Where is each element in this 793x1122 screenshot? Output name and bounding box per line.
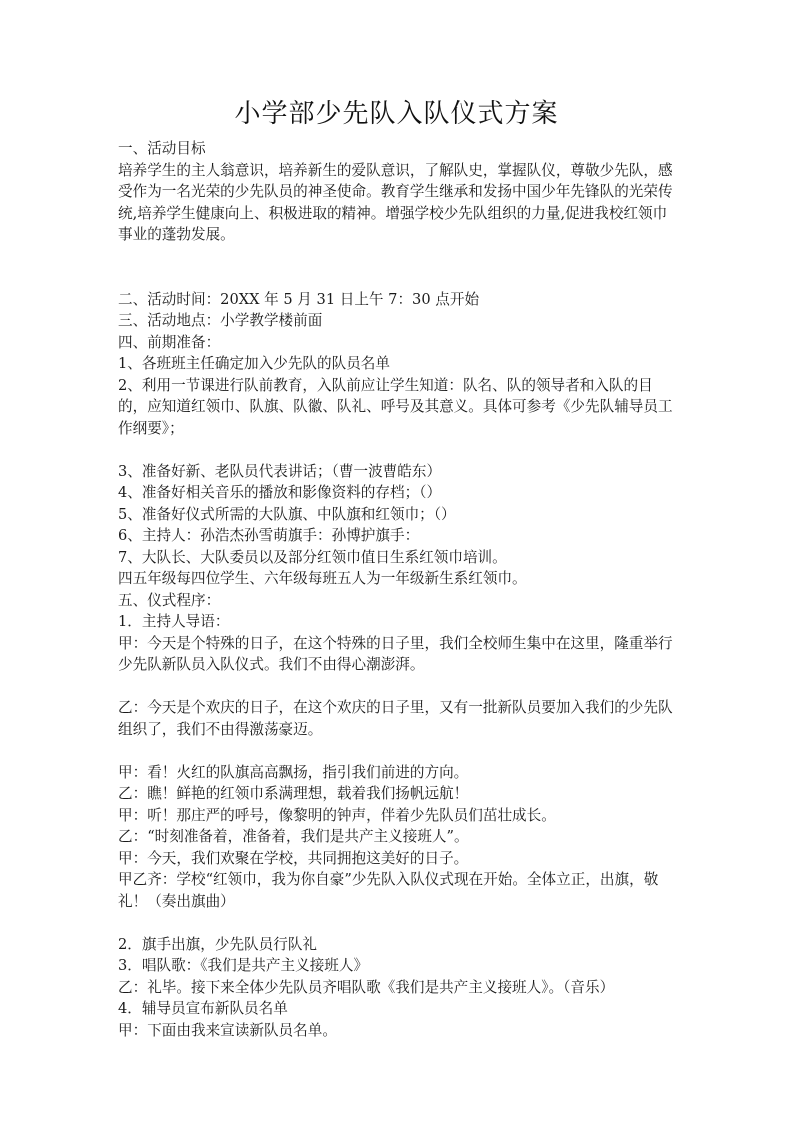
procedure-step-3: 3．唱队歌：《我们是共产主义接班人》 — [118, 957, 369, 974]
blank-gap — [118, 740, 680, 762]
blank-gap — [118, 676, 680, 698]
dialogue-line: 甲乙齐：学校“红领巾，我为你自豪”少先队入队仪式现在开始。全体立正，出旗，敬礼！（奏出旗曲） — [118, 871, 659, 910]
section-heading-goal: 一、活动目标 — [118, 140, 206, 157]
prep-item-2: 2、利用一节课进行队前教育，入队前应让学生知道：队名、队的领导者和入队的目的，应知道红领巾、队旗、队徽、队礼、呼号及其意义。具体可参考《少先队辅导员工作纲要》； — [118, 376, 673, 437]
blank-gap — [118, 912, 680, 934]
goal-paragraph: 培养学生的主人翁意识，培养新生的爱队意识，了解队史，掌握队仪，尊敬少先队，感受作为一名光荣的少先队员的神圣使命。教育学生继承和发扬中国少年先锋队的光荣传统,培养学生健康向上、积极进取的精神。增强学校少先队组织的力量,促进我校红领巾事业的蓬勃发展。 — [118, 161, 673, 243]
prep-note: 四五年级每四位学生、六年级每班五人为一年级新生系红领巾。 — [118, 570, 527, 587]
dialogue-line: 甲：下面由我来宣读新队员名单。 — [118, 1021, 337, 1039]
dialogue-line: 甲：今天是个特殊的日子，在这个特殊的日子里，我们全校师生集中在这里，隆重举行少先队新队员入队仪式。我们不由得心潮澎湃。 — [118, 634, 673, 673]
prep-item-3: 3、准备好新、老队员代表讲话；（曹一波曹皓东） — [118, 462, 442, 480]
dialogue-line: 乙：今天是个欢庆的日子，在这个欢庆的日子里，又有一批新队员要加入我们的少先队组织了，我们不由得激荡豪迈。 — [118, 699, 673, 738]
prep-item-6: 6、主持人：孙浩杰孙雪萌旗手：孙博护旗手： — [118, 527, 420, 544]
dialogue-line: 乙：礼毕。接下来全体少先队员齐唱队歌《我们是共产主义接班人》。（音乐） — [118, 978, 615, 996]
procedure-step-1: 1．主持人导语： — [118, 613, 230, 630]
prep-item-1: 1、各班班主任确定加入少先队的队员名单 — [118, 355, 390, 372]
procedure-step-2: 2．旗手出旗，少先队员行队礼 — [118, 935, 318, 953]
dialogue-line: 甲：看！火红的队旗高高飘扬，指引我们前进的方向。 — [118, 763, 469, 781]
prep-item-5: 5、准备好仪式所需的大队旗、中队旗和红领巾；（） — [118, 505, 456, 523]
procedure-step-4: 4．辅导员宣布新队员名单 — [118, 1000, 288, 1017]
prep-item-4: 4、准备好相关音乐的播放和影像资料的存档；（） — [118, 484, 442, 501]
dialogue-line: 乙：“时刻准备着，准备着，我们是共产主义接班人”。 — [118, 828, 469, 845]
prep-item-7: 7、大队长、大队委员以及部分红领巾值日生系红领巾培训。 — [118, 548, 507, 566]
document-title: 小学部少先队入队仪式方案 — [234, 99, 559, 129]
blank-gap — [118, 246, 680, 289]
dialogue-line: 乙：瞧！鲜艳的红领巾系满理想，载着我们扬帆远航！ — [118, 785, 469, 802]
section-heading-time: 二、活动时间：20XX 年 5 月 31 日上午 7：30 点开始 — [118, 290, 480, 308]
blank-gap — [118, 439, 680, 461]
document-body — [118, 138, 680, 1041]
section-heading-preparation: 四、前期准备： — [118, 333, 221, 351]
section-heading-place: 三、活动地点：小学教学楼前面 — [118, 312, 323, 329]
section-heading-procedure: 五、仪式程序： — [118, 591, 221, 609]
dialogue-line: 甲：今天，我们欢聚在学校，共同拥抱这美好的日子。 — [118, 849, 469, 867]
dialogue-line: 甲：听！那庄严的呼号，像黎明的钟声，伴着少先队员们茁壮成长。 — [118, 806, 556, 824]
